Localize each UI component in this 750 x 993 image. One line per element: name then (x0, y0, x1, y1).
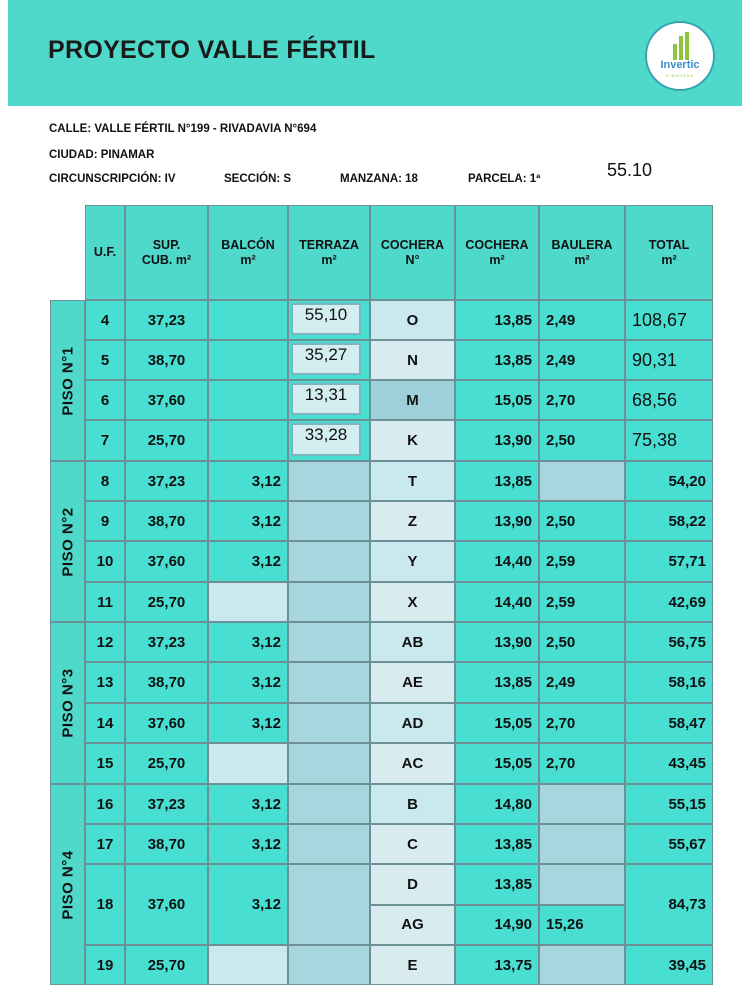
piso-label: PISO N°4 (59, 849, 76, 920)
terraza-cell (288, 703, 370, 743)
baulera-cell: 2,49 (539, 340, 625, 380)
balcon-cell: 3,12 (208, 703, 288, 743)
cochera-n-cell: O (370, 300, 455, 340)
sup-cell: 37,23 (125, 300, 208, 340)
cochera-m-cell: 13,85 (455, 662, 539, 703)
sup-cell: 37,23 (125, 622, 208, 662)
uf-cell: 6 (85, 380, 125, 420)
baulera-cell (539, 824, 625, 864)
total-cell: 43,45 (625, 743, 713, 784)
piso-group (50, 784, 85, 985)
sup-cell: 38,70 (125, 501, 208, 541)
piso-label: PISO N°1 (59, 345, 76, 416)
uf-cell: 11 (85, 582, 125, 622)
sup-cell: 37,60 (125, 864, 208, 945)
baulera-cell (539, 784, 625, 824)
sup-cell: 38,70 (125, 662, 208, 703)
cochera-n-cell: T (370, 461, 455, 501)
column-header: COCHERA N° (370, 205, 455, 300)
balcon-cell (208, 582, 288, 622)
baulera-cell (539, 461, 625, 501)
sup-cell: 37,23 (125, 784, 208, 824)
invertic-logo (645, 21, 715, 91)
balcon-cell: 3,12 (208, 784, 288, 824)
baulera-cell: 15,26 (539, 905, 625, 946)
cochera-n-cell: AG (370, 905, 455, 946)
total-cell: 55,15 (625, 784, 713, 824)
sup-cell: 25,70 (125, 743, 208, 784)
cochera-m-cell: 14,40 (455, 541, 539, 582)
cochera-m-cell: 13,90 (455, 622, 539, 662)
baulera-cell: 2,50 (539, 420, 625, 461)
piso-group (50, 622, 85, 784)
uf-cell: 15 (85, 743, 125, 784)
column-header: BAULERA m² (539, 205, 625, 300)
terraza-cell (288, 541, 370, 582)
uf-cell: 10 (85, 541, 125, 582)
balcon-cell: 3,12 (208, 541, 288, 582)
baulera-cell (539, 945, 625, 985)
sup-cell: 37,23 (125, 461, 208, 501)
baulera-cell: 2,49 (539, 300, 625, 340)
cochera-m-cell: 13,85 (455, 461, 539, 501)
sup-cell: 37,60 (125, 703, 208, 743)
piso-group (50, 461, 85, 622)
seccion-info: SECCIÓN: S (224, 173, 292, 185)
uf-cell: 16 (85, 784, 125, 824)
terraza-cell (288, 582, 370, 622)
cochera-n-cell: M (370, 380, 455, 420)
balcon-cell: 3,12 (208, 864, 288, 945)
uf-cell: 12 (85, 622, 125, 662)
total-cell: 58,22 (625, 501, 713, 541)
handwritten-note: 55.10 (607, 160, 653, 180)
cochera-m-cell: 13,90 (455, 420, 539, 461)
cochera-n-cell: E (370, 945, 455, 985)
column-header: TOTAL m² (625, 205, 713, 300)
column-header: TERRAZA m² (288, 205, 370, 300)
uf-cell: 18 (85, 864, 125, 945)
column-header: BALCÓN m² (208, 205, 288, 300)
terraza-cell (288, 501, 370, 541)
column-header: SUP. CUB. m² (125, 205, 208, 300)
sup-cell: 25,70 (125, 420, 208, 461)
cochera-n-cell: AC (370, 743, 455, 784)
sup-cell: 38,70 (125, 340, 208, 380)
baulera-cell: 2,50 (539, 622, 625, 662)
baulera-cell: 2,59 (539, 541, 625, 582)
piso-group (50, 300, 85, 461)
cochera-m-cell: 15,05 (455, 703, 539, 743)
total-cell: 84,73 (625, 864, 713, 945)
uf-cell: 9 (85, 501, 125, 541)
logo-name: Invertic (660, 59, 700, 71)
calle-info: CALLE: VALLE FÉRTIL N°199 - RIVADAVIA N°694 (49, 123, 317, 135)
baulera-cell: 2,70 (539, 703, 625, 743)
column-header: U.F. (85, 205, 125, 300)
uf-cell: 7 (85, 420, 125, 461)
cochera-n-cell: Z (370, 501, 455, 541)
terraza-cell (288, 864, 370, 945)
sup-cell: 25,70 (125, 945, 208, 985)
cochera-n-cell: AB (370, 622, 455, 662)
terraza-cell: 35,27 (291, 343, 361, 375)
cochera-m-cell: 13,90 (455, 501, 539, 541)
cochera-m-cell: 13,85 (455, 300, 539, 340)
sup-cell: 37,60 (125, 380, 208, 420)
balcon-cell (208, 340, 288, 380)
uf-cell: 14 (85, 703, 125, 743)
terraza-cell (288, 945, 370, 985)
uf-cell: 19 (85, 945, 125, 985)
total-cell: 90,31 (625, 340, 713, 380)
terraza-cell (288, 784, 370, 824)
sup-cell: 25,70 (125, 582, 208, 622)
balcon-cell: 3,12 (208, 461, 288, 501)
header-banner (8, 0, 742, 106)
sup-cell: 37,60 (125, 541, 208, 582)
balcon-cell (208, 743, 288, 784)
balcon-cell: 3,12 (208, 662, 288, 703)
balcon-cell (208, 380, 288, 420)
total-cell: 58,47 (625, 703, 713, 743)
column-header: COCHERA m² (455, 205, 539, 300)
balcon-cell (208, 420, 288, 461)
building-icon (673, 32, 691, 60)
cochera-m-cell: 13,85 (455, 824, 539, 864)
cochera-n-cell: D (370, 864, 455, 905)
piso-label: PISO N°2 (59, 506, 76, 577)
total-cell: 39,45 (625, 945, 713, 985)
cochera-n-cell: B (370, 784, 455, 824)
cochera-n-cell: K (370, 420, 455, 461)
cochera-m-cell: 13,85 (455, 340, 539, 380)
total-cell: 56,75 (625, 622, 713, 662)
balcon-cell (208, 300, 288, 340)
total-cell: 55,67 (625, 824, 713, 864)
manzana-info: MANZANA: 18 (340, 173, 418, 185)
cochera-m-cell: 15,05 (455, 380, 539, 420)
cochera-m-cell: 14,40 (455, 582, 539, 622)
baulera-cell (539, 864, 625, 905)
total-cell: 54,20 (625, 461, 713, 501)
terraza-cell: 13,31 (291, 383, 361, 415)
cochera-n-cell: X (370, 582, 455, 622)
total-cell: 57,71 (625, 541, 713, 582)
uf-cell: 17 (85, 824, 125, 864)
balcon-cell (208, 945, 288, 985)
baulera-cell: 2,70 (539, 743, 625, 784)
total-cell: 68,56 (625, 380, 713, 420)
terraza-cell: 55,10 (291, 303, 361, 335)
cochera-m-cell: 13,75 (455, 945, 539, 985)
baulera-cell: 2,50 (539, 501, 625, 541)
terraza-cell (288, 743, 370, 784)
terraza-cell (288, 824, 370, 864)
cochera-m-cell: 14,90 (455, 905, 539, 946)
sup-cell: 38,70 (125, 824, 208, 864)
ciudad-info: CIUDAD: PINAMAR (49, 149, 155, 161)
piso-label: PISO N°3 (59, 668, 76, 738)
cochera-n-cell: AD (370, 703, 455, 743)
circunscripcion-info: CIRCUNSCRIPCIÓN: IV (49, 173, 176, 185)
cochera-m-cell: 15,05 (455, 743, 539, 784)
uf-cell: 13 (85, 662, 125, 703)
uf-cell: 8 (85, 461, 125, 501)
terraza-cell: 33,28 (291, 423, 361, 456)
uf-cell: 4 (85, 300, 125, 340)
baulera-cell: 2,70 (539, 380, 625, 420)
cochera-n-cell: N (370, 340, 455, 380)
baulera-cell: 2,59 (539, 582, 625, 622)
total-cell: 42,69 (625, 582, 713, 622)
balcon-cell: 3,12 (208, 824, 288, 864)
page-title: PROYECTO VALLE FÉRTIL (48, 36, 376, 64)
terraza-cell (288, 461, 370, 501)
cochera-n-cell: Y (370, 541, 455, 582)
cochera-n-cell: C (370, 824, 455, 864)
total-cell: 58,16 (625, 662, 713, 703)
uf-cell: 5 (85, 340, 125, 380)
baulera-cell: 2,49 (539, 662, 625, 703)
cochera-m-cell: 13,85 (455, 864, 539, 905)
balcon-cell: 3,12 (208, 501, 288, 541)
balcon-cell: 3,12 (208, 622, 288, 662)
terraza-cell (288, 662, 370, 703)
total-cell: 108,67 (625, 300, 713, 340)
total-cell: 75,38 (625, 420, 713, 461)
cochera-n-cell: AE (370, 662, 455, 703)
logo-tagline: FINANZAS (666, 73, 694, 78)
parcela-info: PARCELA: 1ª (468, 173, 541, 185)
cochera-m-cell: 14,80 (455, 784, 539, 824)
terraza-cell (288, 622, 370, 662)
